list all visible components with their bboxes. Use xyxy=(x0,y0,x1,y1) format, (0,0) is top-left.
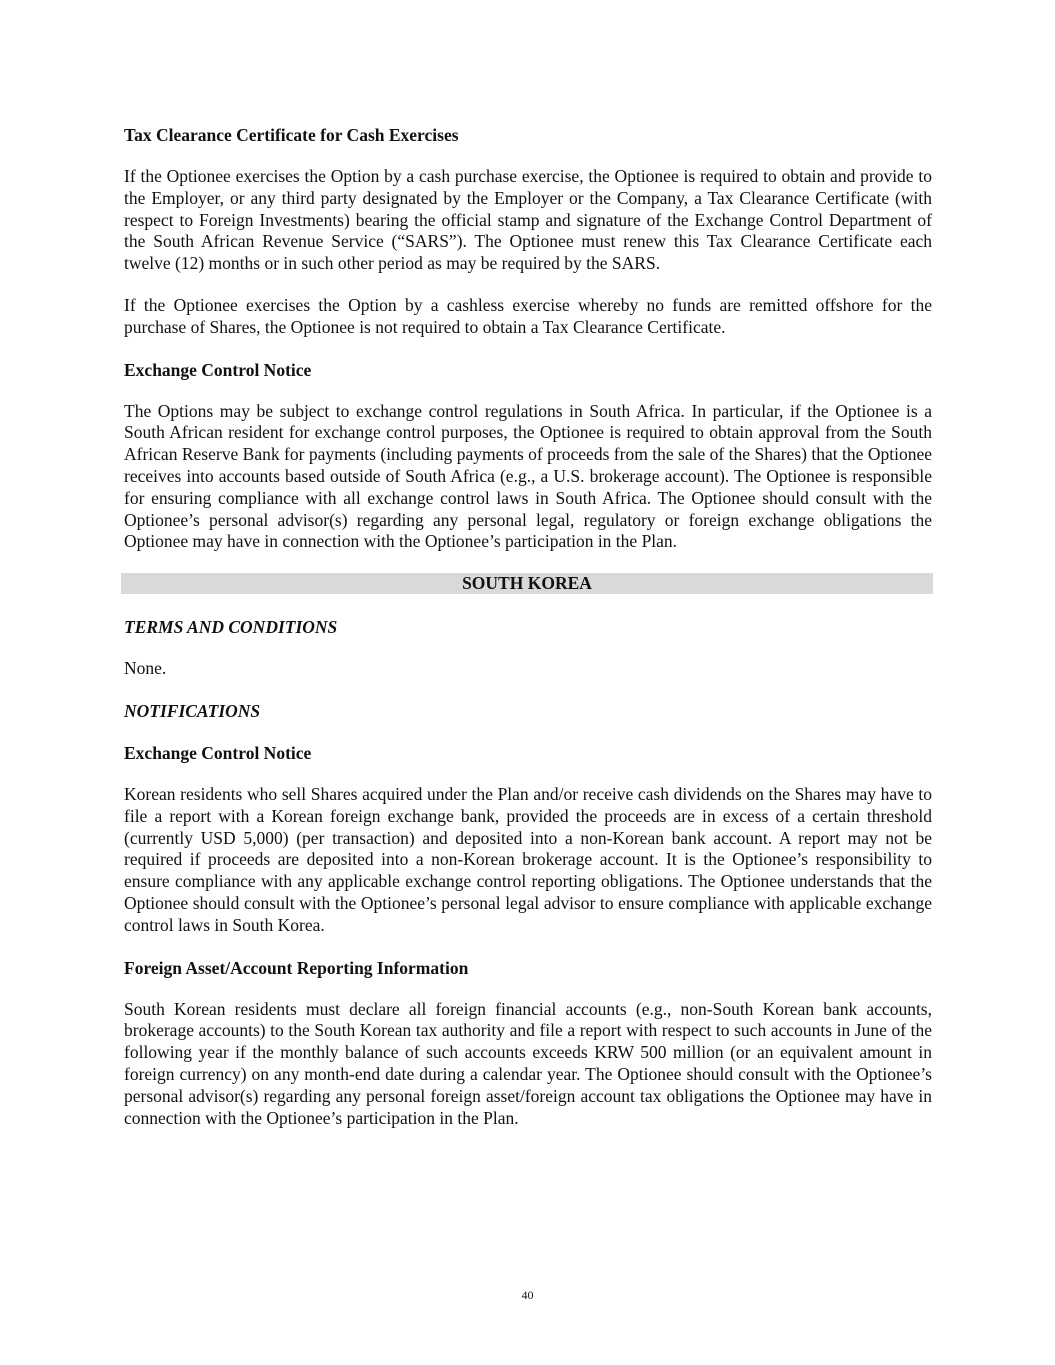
page-number: 40 xyxy=(521,1288,534,1302)
tax-clearance-heading: Tax Clearance Certificate for Cash Exercises xyxy=(124,125,459,145)
tax-clearance-paragraph-1: If the Optionee exercises the Option by a cash purchase exercise, the Optionee is required to obtain and provide to the Employer, or any third party designated by the Employer or the Company, a Tax Clearance Certificate (with respect to Foreign Investments) bearing the official stamp and signature of the Exchange Control Department of the South African Revenue Service (“SARS”). The Optionee must renew this Tax Clearance Certificate each twelve (12) months or in such other period as may be required by the SARS. xyxy=(124,166,932,274)
kr-exchange-control-paragraph: Korean residents who sell Shares acquired under the Plan and/or receive cash dividends on the Shares may have to file a report with a Korean foreign exchange bank, provided the proceeds are in excess of a certain threshold (currently USD 5,000) (per transaction) and deposited into a non-Korean bank account. A report may not be required if proceeds are deposited into a non-Korean brokerage account. It is the Optionee’s responsibility to ensure compliance with any applicable exchange control reporting obligations. The Optionee understands that the Optionee should consult with the Optionee’s personal legal advisor to ensure compliance with applicable exchange control laws in South Korea. xyxy=(124,783,932,935)
foreign-asset-paragraph: South Korean residents must declare all foreign financial accounts (e.g., non-South Korean bank accounts, brokerage accounts) to the South Korean tax authority and file a report with respect to such accounts in June of the following year if the monthly balance of such accounts exceeds KRW 500 million (or an equivalent amount in foreign currency) on any month-end date during a calendar year. The Optionee should consult with the Optionee’s personal advisor(s) regarding any personal foreign asset/foreign account tax obligations the Optionee may have in connection with the Optionee’s participation in the Plan. xyxy=(124,998,932,1128)
terms-and-conditions-heading: TERMS AND CONDITIONS xyxy=(124,617,338,638)
tax-clearance-paragraph-2: If the Optionee exercises the Option by a cashless exercise whereby no funds are remitted offshore for the purchase of Shares, the Optionee is not required to obtain a Tax Clearance Certificate. xyxy=(124,294,932,337)
terms-text: None. xyxy=(124,658,167,679)
kr-exchange-control-heading: Exchange Control Notice xyxy=(124,742,312,763)
foreign-asset-heading: Foreign Asset/Account Reporting Information xyxy=(124,957,469,978)
notifications-heading: NOTIFICATIONS xyxy=(124,700,261,721)
sa-exchange-control-heading: Exchange Control Notice xyxy=(124,359,312,380)
sa-exchange-control-paragraph: The Options may be subject to exchange control regulations in South Africa. In particular, if the Optionee is a South African resident for exchange control purposes, the Optionee is required to obtain approval from the South African Reserve Bank for payments (including payments of proceeds from the sale of the Shares) that the Optionee receives into accounts based outside of South Africa (e.g., a U.S. brokerage account). The Optionee is responsible for ensuring compliance with all exchange control laws in South Africa. The Optionee should consult with the Optionee’s personal advisor(s) regarding any personal legal, regulatory or foreign exchange obligations the Optionee may have in connection with the Optionee’s participation in the Plan. xyxy=(124,400,932,552)
document-page xyxy=(124,124,932,1149)
country-section-header: SOUTH KOREA xyxy=(121,573,933,594)
